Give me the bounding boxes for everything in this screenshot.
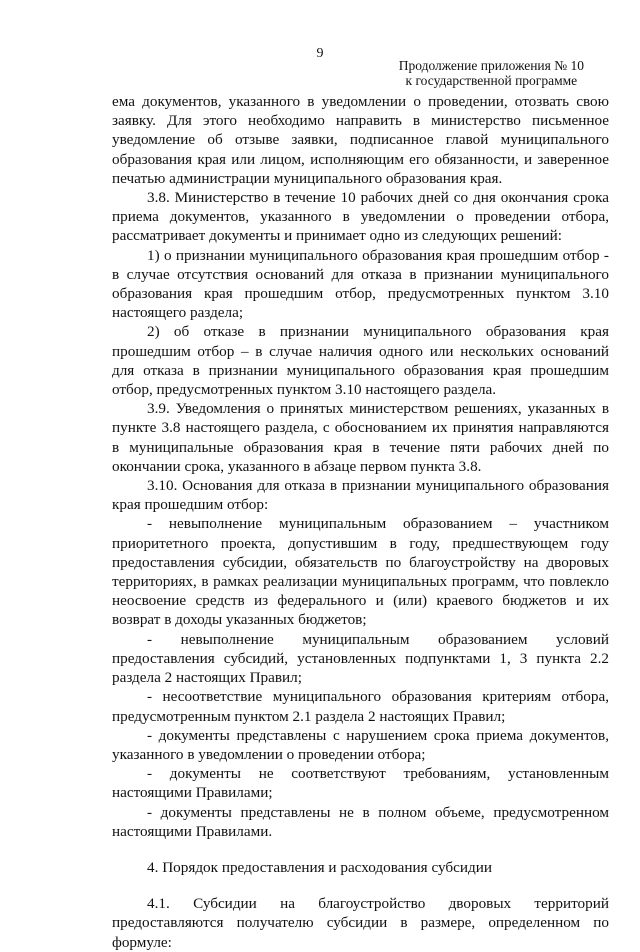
section-heading-4: 4. Порядок предоставления и расходования субсидии — [147, 858, 492, 876]
paragraph-decision-2: 2) об отказе в признании муниципального образования края прошедшим отбор – в случае наличия одного или нескольких оснований для отказа в признании муниципального образования края прошедшим отбор, предусмотренных пунктом 3.10 настоящего раздела. — [112, 323, 609, 399]
paragraph-continuation: ема документов, указанного в уведомлении о проведении, отозвать свою заявку. Для этого необходимо направить в министерство письменное уведомление об отзыве заявки, подписанное главой муниципального образования края или лицом, исполняющим его обязанности, и заверенное печатью администрации муниципального образования края. — [112, 93, 609, 187]
list-item-reason-1: - невыполнение муниципальным образованием – участником приоритетного проекта, допустившим в году, предшествующем году предоставления субсидии, обязательств по благоустройству на дворовых территориях, в рамках реализации муниципальных программ, что повлекло неосвоение средств из федерального и (или) краевого бюджетов и их возврат в доходы указанных бюджетов; — [112, 515, 609, 629]
header-note-line-2: к государственной программе — [405, 73, 578, 88]
list-item-reason-5: - документы не соответствуют требованиям, установленным настоящими Правилами; — [112, 765, 609, 802]
page-number: 9 — [316, 46, 324, 61]
header-note-line-1: Продолжение приложения № 10 — [398, 58, 584, 73]
paragraph-3-9: 3.9. Уведомления о принятых министерством решениях, указанных в пункте 3.8 настоящего раздела, с обоснованием их принятия направляются в муниципальные образования края в течение пяти рабочих дней по окончании срока, указанного в абзаце первом пункта 3.8. — [112, 400, 609, 475]
document-body — [112, 92, 609, 952]
paragraph-decision-1: 1) о признании муниципального образования края прошедшим отбор - в случае отсутствия оснований для отказа в признании муниципального образования края прошедшим отбор, предусмотренных пунктом 3.10 настоящего раздела; — [112, 246, 609, 322]
header-note — [399, 58, 584, 88]
paragraph-4-1: 4.1. Субсидии на благоустройство дворовых территорий предоставляются получателю субсидии в размере, определенном по формуле: — [112, 895, 609, 951]
list-item-reason-6: - документы представлены не в полном объеме, предусмотренном настоящими Правилами. — [112, 803, 609, 840]
paragraph-3-8: 3.8. Министерство в течение 10 рабочих дней со дня окончания срока приема документов, указанного в уведомлении о проведении отбора, рассматривает документы и принимает одно из следующих решений: — [112, 189, 609, 245]
list-item-reason-4: - документы представлены с нарушением срока приема документов, указанного в уведомлении о проведении отбора; — [112, 726, 609, 763]
list-item-reason-2: - невыполнение муниципальным образованием условий предоставления субсидий, установленных подпунктами 1, 3 пункта 2.2 раздела 2 настоящих Правил; — [112, 630, 609, 687]
list-item-reason-3: - несоответствие муниципального образования критериям отбора, предусмотренным пунктом 2.1 раздела 2 настоящих Правил; — [112, 688, 609, 725]
paragraph-3-10: 3.10. Основания для отказа в признании муниципального образования края прошедшим отбор: — [112, 477, 609, 514]
